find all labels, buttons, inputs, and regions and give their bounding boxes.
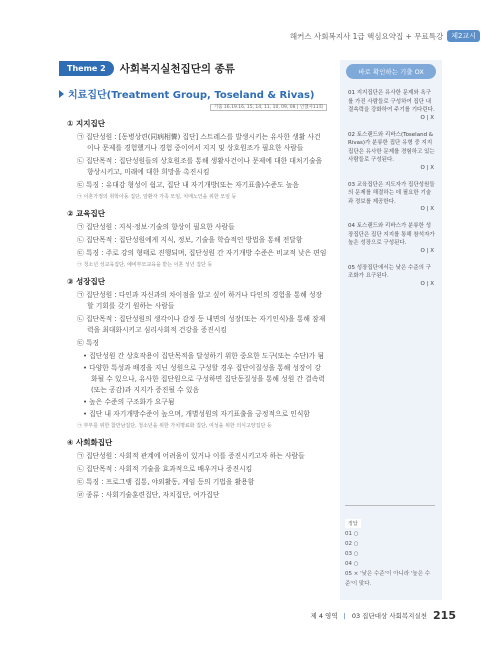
footer-chapter: 03 집단대상 사회복지실천 <box>351 612 428 620</box>
group-item: ㉠ 집단성원 : 사회적 관계에 어려움이 있거나 이를 증진시키고자 하는 사람들 <box>77 452 305 460</box>
theme-tag: Theme 2 <box>59 61 114 76</box>
ox-question: 01 지지집단은 유사한 문제와 욕구를 가진 사람들로 구성하여 집단 내 결속력을 강화하여 주기를 기다린다. <box>348 90 435 113</box>
ox-marks: O | X <box>420 206 434 212</box>
bullet-text: 다양한 특성과 배경을 지닌 성원으로 구성할 경우 집단이질성을 통해 성장이 강화될 수 있으나, 유사한 집단원으로 구성하면 집단동질성을 통해 성원 간 결속력(또는 공감)과 지지가 증진될 수 있음 <box>89 364 325 394</box>
answer-line: 02 ○ <box>345 541 359 547</box>
group-item: ㉢ 특징 : 주로 강의 형태로 진행되며, 집단성원 간 자기개방 수준은 비교적 낮은 편임 <box>77 249 327 257</box>
answer-line: 01 ○ <box>345 531 359 537</box>
group-bullet: • 집단 내 자기개방수준이 높으며, 개별성원의 자기표출을 긍정적으로 인식함 <box>83 410 310 418</box>
group-example-note: ㉠ 부부를 위한 참만남집단, 청소년을 위한 가치명료화 집단, 여성을 위한 의식고양집단 등 <box>77 423 272 429</box>
answer-line: 03 ○ <box>345 551 359 557</box>
ox-marks: O | X <box>420 247 434 254</box>
group-list <box>59 118 327 501</box>
theme-heading <box>59 61 235 76</box>
group-item: ㉠ 집단성원 : 지식·정보·기술의 향상이 필요한 사람들 <box>77 223 235 231</box>
group-block <box>59 208 327 268</box>
page-number: 215 <box>433 609 456 622</box>
ox-marks: O | X <box>420 164 434 171</box>
group-item: ㉢ 특징 : 프로그램 집통, 야외활동, 게임 등의 기법을 활용함 <box>77 478 255 486</box>
group-item: ㉢ 특징 <box>77 339 100 347</box>
page-footer <box>311 609 456 622</box>
running-header <box>290 30 480 42</box>
answer-box <box>345 505 435 589</box>
group-item: ㉡ 집단목적 : 집단성원의 생각이나 감정 등 내면의 성장(또는 자기인식)을 통해 잠재력을 최대화시키고 심리사회적 건강을 증진시킴 <box>77 315 326 334</box>
answer-line: 05 × '낮은 수준'이 아니라 '높은 수준'이 맞다. <box>345 571 431 587</box>
ox-question: 03 교육집단은 지도자가 집단성원들의 문제를 해결하는 데 필요한 기술과 정보를 제공한다. <box>348 181 435 205</box>
group-title: ① 지지집단 <box>67 119 105 128</box>
ox-marks: O | X <box>420 280 434 287</box>
group-item: ㉡ 집단목적 : 집단성원에게 지식, 정보, 기술을 학습적인 방법을 통해 전달함 <box>77 236 303 244</box>
group-block <box>59 437 327 501</box>
exam-source-text: 기출 16.19.16, 15, 14, 11, 10, 09, 08 | 인했사11회 <box>210 104 327 111</box>
sidebar-title: 바로 확인하는 기출 OX <box>346 64 436 79</box>
answer-label: 정답 <box>345 519 361 528</box>
group-item: ㉠ 집단성원 : [동병상련(同病相憐) 집단] 스트레스를 발생시키는 유사한 생활 사건이나 문제를 경험했거나 경험 중이어서 지지 및 상호원조가 필요한 사람들 <box>77 133 321 152</box>
ox-question: 04 토스랜드와 리바스가 분류한 성장집단은 집단 지지를 통해 참석자가 높은 성장으로 구성된다. <box>348 223 435 246</box>
theme-title: 사회복지실천집단의 종류 <box>119 63 235 75</box>
answer-line: 04 ○ <box>345 561 359 567</box>
footer-part: 제 4 영역 <box>310 612 338 620</box>
footer-separator: | <box>343 611 346 620</box>
group-item: ㉡ 집단목적 : 집단성원들의 상호원조를 통해 생활사건이나 문제에 대한 대처기술을 향상시키고, 미래에 대한 희망을 촉진시킴 <box>77 157 323 176</box>
bullet-text: 집단 내 자기개방수준이 높으며, 개별성원의 자기표출을 긍정적으로 인식함 <box>89 410 310 418</box>
ox-marks: O | X <box>420 114 434 121</box>
group-title: ④ 사회화집단 <box>67 438 113 447</box>
group-block <box>59 276 327 429</box>
bullet-text: 집단성원 간 상호작용이 집단목적을 달성하기 위한 중요한 도구(또는 수단)가 됨 <box>89 352 325 360</box>
header-badge: 제2교시 <box>447 30 480 42</box>
answer-list <box>345 529 435 589</box>
group-block <box>59 118 327 200</box>
group-bullet: • 집단성원 간 상호작용이 집단목적을 달성하기 위한 중요한 도구(또는 수단)가 됨 <box>83 352 325 360</box>
ox-question: 05 성장집단에서는 낮은 수준의 구조화가 요구된다. <box>348 264 432 279</box>
group-item: ㉠ 집단성원 : 다인과 자신과의 차이점을 알고 싶어 하거나 다인의 경험을 통해 성장할 기회를 갖기 원하는 사람들 <box>77 291 323 310</box>
group-item: ㉢ 특징 : 유대감 형성이 쉽고, 집단 내 자기개방(또는 자기표출)수준도 높음 <box>77 181 299 189</box>
group-bullet: • 높은 수준의 구조화가 요구됨 <box>83 398 175 406</box>
section-title <box>59 86 327 101</box>
question-list <box>340 89 442 287</box>
ox-question: 02 토스랜드와 리바스(Toseland & Rivas)가 분류한 집단 유형 중 지지집단은 유사한 문제를 경험하고 있는 사람들로 구성된다. <box>348 131 435 163</box>
header-text: 해커스 사회복지사 1급 핵심요약집 + 무료특강 <box>289 31 444 41</box>
group-title: ② 교육집단 <box>67 209 105 218</box>
main-content <box>59 86 327 503</box>
group-example-note: ㉠ 이혼가정의 취학아동 집단, 암환자 가족 모임, 치매노인을 위한 모임 등 <box>77 194 237 200</box>
group-item: ㉡ 집단목적 : 사회적 기술을 효과적으로 배우거나 증진시킴 <box>77 465 253 473</box>
exam-source <box>59 104 327 110</box>
triangle-icon <box>59 90 64 98</box>
group-item: ㉣ 종류 : 사회기술훈련집단, 자치집단, 여가집단 <box>77 491 220 499</box>
group-title: ③ 성장집단 <box>67 277 105 286</box>
section-title-text: 치료집단(Treatment Group, Toseland & Rivas) <box>68 90 315 101</box>
bullet-text: 높은 수준의 구조화가 요구됨 <box>89 398 175 406</box>
group-example-note: ㉠ 청소년 성교육집단, 예비부모교육을 받는 이혼 성년 집단 등 <box>77 262 213 268</box>
group-bullet: • 다양한 특성과 배경을 지닌 성원으로 구성할 경우 집단이질성을 통해 성장이 강화될 수 있으나, 유사한 집단원으로 구성하면 집단동질성을 통해 성원 간 결속력(또는 공감)과 지지가 증진될 수 있음 <box>83 364 325 394</box>
